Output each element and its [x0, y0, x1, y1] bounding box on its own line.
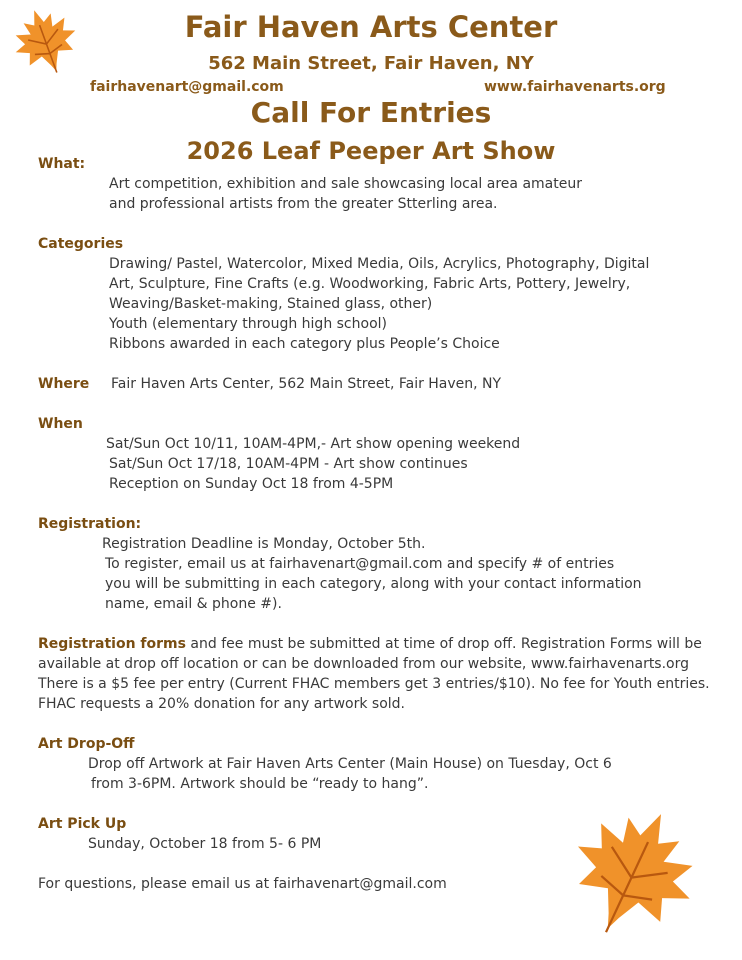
- category-line: Youth (elementary through high school): [109, 316, 387, 332]
- website-link[interactable]: www.fairhavenarts.org: [484, 79, 666, 95]
- maple-leaf-icon: [560, 800, 710, 940]
- category-line: Art, Sculpture, Fine Crafts (e.g. Woodworking, Fabric Arts, Pottery, Jewelry,: [109, 276, 631, 292]
- registration-line: Registration Deadline is Monday, October 5th.: [102, 536, 426, 552]
- when-line: Sat/Sun Oct 17/18, 10AM-4PM - Art show continues: [109, 456, 468, 472]
- where-label: Where: [38, 376, 90, 392]
- forms-line: There is a $5 fee per entry (Current FHAC members get 3 entries/$10). No fee for Youth entries.: [38, 676, 710, 692]
- categories-label: Categories: [38, 236, 124, 252]
- registration-line: To register, email us at fairhavenart@gmail.com and specify # of entries: [105, 556, 615, 572]
- forms-bold-label: Registration forms: [38, 636, 186, 652]
- registration-line: you will be submitting in each category, along with your contact information: [105, 576, 642, 592]
- when-label: When: [38, 416, 83, 432]
- forms-line: FHAC requests a 20% donation for any artwork sold.: [38, 696, 405, 712]
- email-link[interactable]: fairhavenart@gmail.com: [90, 79, 284, 95]
- forms-line: available at drop off location or can be downloaded from our website, www.fairhavenarts.org: [38, 656, 690, 672]
- category-line: Weaving/Basket-making, Stained glass, other): [109, 296, 433, 312]
- pickup-text: Sunday, October 18 from 5- 6 PM: [88, 836, 322, 852]
- dropoff-label: Art Drop-Off: [38, 736, 135, 752]
- what-line: and professional artists from the greater Stterling area.: [109, 196, 498, 212]
- category-line: Drawing/ Pastel, Watercolor, Mixed Media, Oils, Acrylics, Photography, Digital: [109, 256, 650, 272]
- where-text: Fair Haven Arts Center, 562 Main Street, Fair Haven, NY: [111, 376, 502, 392]
- when-line: Sat/Sun Oct 10/11, 10AM-4PM,- Art show opening weekend: [106, 436, 521, 452]
- dropoff-line: from 3-6PM. Artwork should be “ready to hang”.: [91, 776, 429, 792]
- questions-text: For questions, please email us at fairhavenart@gmail.com: [38, 876, 447, 892]
- forms-line-rest: and fee must be submitted at time of drop off. Registration Forms will be: [185, 636, 702, 652]
- show-title: 2026 Leaf Peeper Art Show: [186, 137, 556, 165]
- org-name: Fair Haven Arts Center: [184, 10, 558, 44]
- category-line: Ribbons awarded in each category plus People’s Choice: [109, 336, 500, 352]
- registration-label: Registration:: [38, 516, 142, 532]
- registration-line: name, email & phone #).: [105, 596, 282, 612]
- dropoff-line: Drop off Artwork at Fair Haven Arts Center (Main House) on Tuesday, Oct 6: [88, 756, 612, 772]
- what-line: Art competition, exhibition and sale showcasing local area amateur: [109, 176, 582, 192]
- call-for-entries-title: Call For Entries: [250, 96, 492, 129]
- when-line: Reception on Sunday Oct 18 from 4-5PM: [109, 476, 394, 492]
- what-label: What:: [38, 156, 86, 172]
- pickup-label: Art Pick Up: [38, 816, 127, 832]
- forms-line: [38, 636, 702, 652]
- address: 562 Main Street, Fair Haven, NY: [208, 53, 534, 74]
